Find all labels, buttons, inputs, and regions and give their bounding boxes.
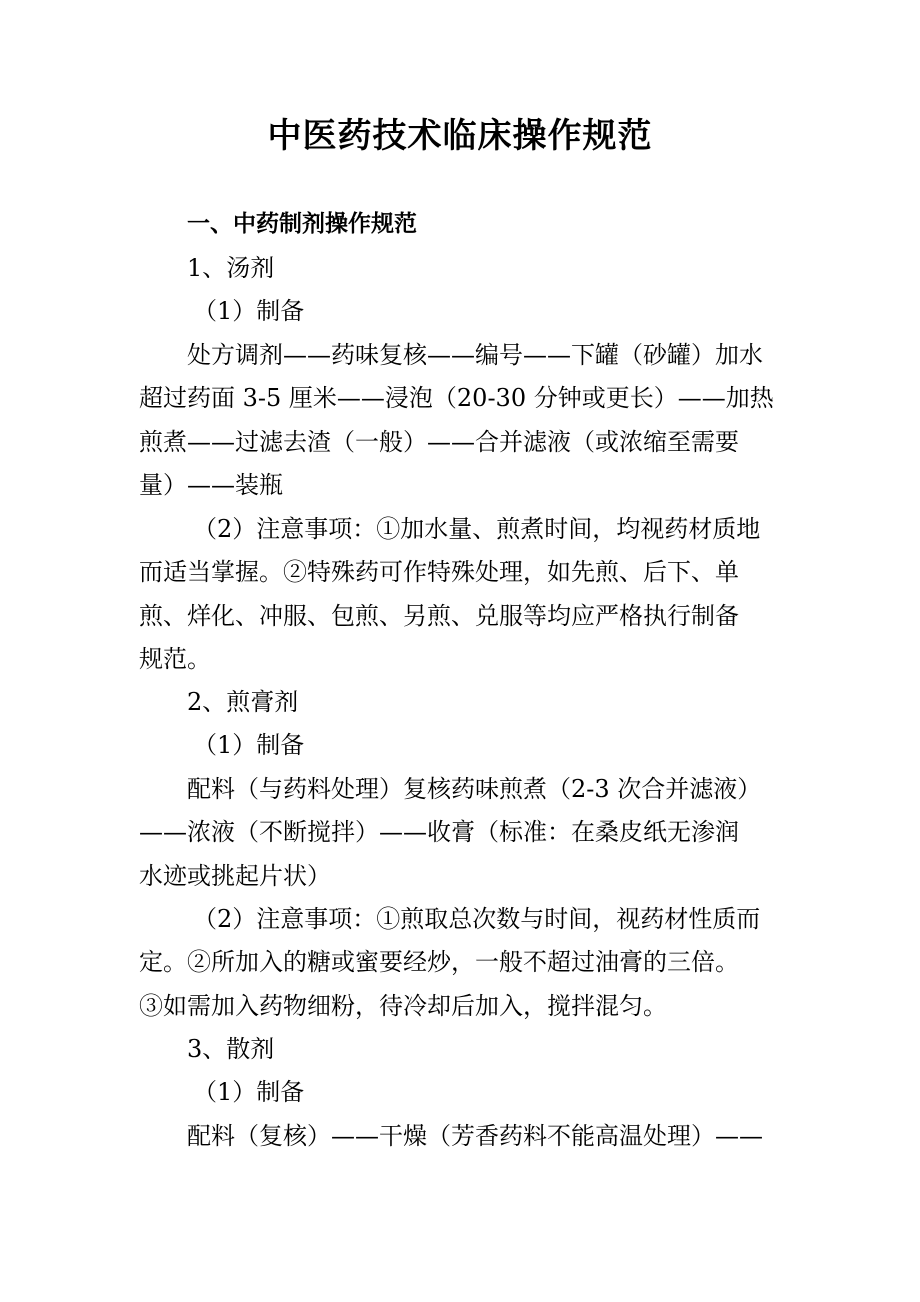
item-heading-powder: 3、散剂	[187, 1035, 275, 1063]
paragraph-line: ——浓液（不断搅拌）——收膏（标准：在桑皮纸无渗润	[139, 818, 739, 846]
paragraph-line: 而适当掌握。②特殊药可作特殊处理，如先煎、后下、单	[139, 558, 739, 586]
subheading-preparation: （1）制备	[193, 731, 305, 759]
paragraph-line: 超过药面 3-5 厘米——浸泡（20-30 分钟或更长）——加热	[139, 384, 774, 412]
paragraph-line: 处方调剂——药味复核——编号——下罐（砂罐）加水	[187, 341, 763, 369]
paragraph-line: 水迹或挑起片状）	[139, 862, 331, 890]
paragraph-line: 煎煮——过滤去渣（一般）——合并滤液（或浓缩至需要	[139, 428, 739, 456]
subheading-preparation: （1）制备	[193, 297, 305, 325]
paragraph-line: （2）注意事项：①煎取总次数与时间，视药材性质而	[193, 905, 761, 933]
paragraph-line: 配料（与药料处理）复核药味煎煮（2-3 次合并滤液）	[187, 775, 762, 803]
paragraph-line: ③如需加入药物细粉，待冷却后加入，搅拌混匀。	[139, 992, 667, 1020]
paragraph-line: 定。②所加入的糖或蜜要经炒，一般不超过油膏的三倍。	[139, 948, 739, 976]
paragraph-line: 量）——装瓶	[139, 471, 283, 499]
paragraph-line: 配料（复核）——干燥（芳香药料不能高温处理）——	[187, 1122, 763, 1150]
paragraph-line: 煎、烊化、冲服、包煎、另煎、兑服等均应严格执行制备	[139, 602, 739, 630]
item-heading-decoction: 1、汤剂	[187, 254, 275, 282]
section-heading: 一、中药制剂操作规范	[187, 211, 417, 237]
item-heading-paste: 2、煎膏剂	[187, 688, 299, 716]
subheading-preparation: （1）制备	[193, 1078, 305, 1106]
paragraph-line: （2）注意事项：①加水量、煎煮时间，均视药材质地	[193, 515, 761, 543]
document-title: 中医药技术临床操作规范	[267, 116, 653, 156]
paragraph-line: 规范。	[139, 645, 211, 673]
